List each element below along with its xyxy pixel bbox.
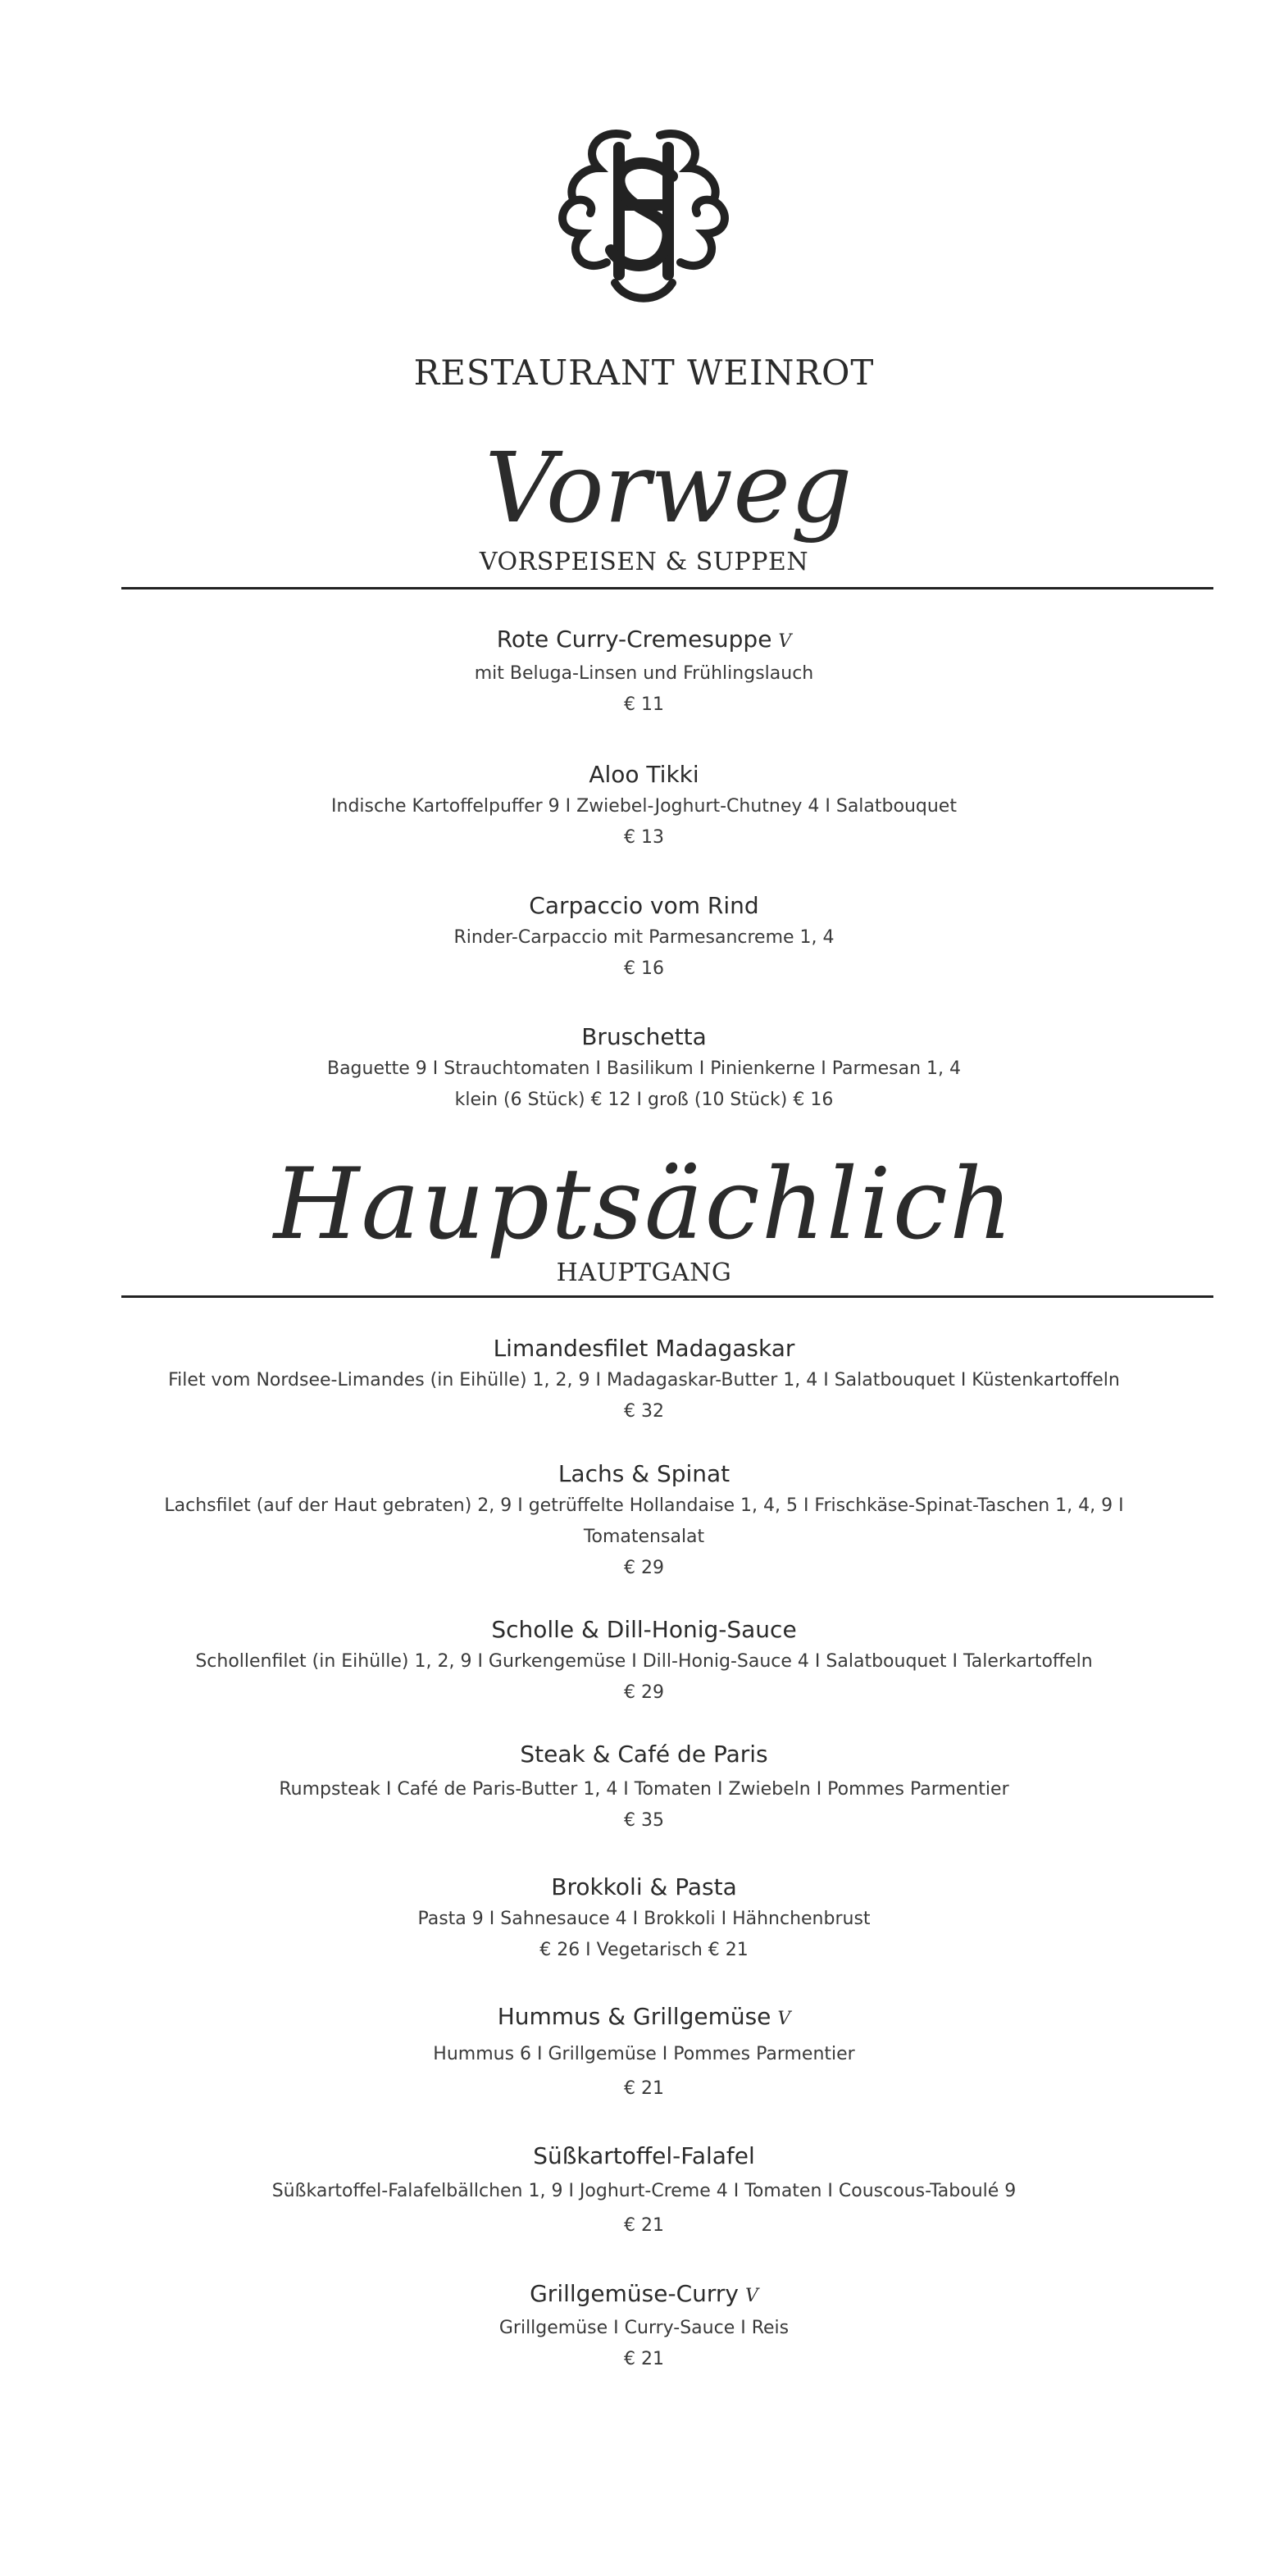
section-script-title-vorweg: Vorweg	[485, 431, 853, 544]
menu-item-price: € 26 I Vegetarisch € 21	[539, 1940, 749, 1960]
menu-item	[82, 758, 1206, 853]
menu-item-description: Rumpsteak I Café de Paris-Butter 1, 4 I Tomaten I Zwiebeln I Pommes Parmentier	[279, 1779, 1009, 1800]
menu-item-description: Schollenfilet (in Eihülle) 1, 2, 9 I Gurkengemüse I Dill-Honig-Sauce 4 I Salatbouquet I Talerkartoffeln	[195, 1651, 1093, 1672]
menu-item-description: Tomatensalat	[583, 1527, 705, 1547]
menu-item-description: Filet vom Nordsee-Limandes (in Eihülle) 1, 2, 9 I Madagaskar-Butter 1, 4 I Salatbouquet I Küstenkartoffeln	[168, 1370, 1120, 1390]
menu-item-description: Pasta 9 I Sahnesauce 4 I Brokkoli I Hähnchenbrust	[417, 1909, 871, 1929]
restaurant-name: RESTAURANT WEINROT	[413, 353, 875, 393]
menu-item-price: € 16	[624, 958, 664, 979]
menu-item	[82, 2278, 1206, 2375]
menu-item	[82, 1871, 1206, 1966]
menu-item-description: Indische Kartoffelpuffer 9 I Zwiebel-Joghurt-Chutney 4 I Salatbouquet	[331, 796, 957, 817]
restaurant-logo	[549, 119, 738, 316]
menu-item	[82, 2000, 1206, 2105]
menu-item-price: klein (6 Stück) € 12 I groß (10 Stück) € 16	[454, 1090, 834, 1110]
menu-item-price: € 11	[624, 694, 664, 715]
vegan-icon: V	[745, 2286, 758, 2306]
menu-item-name: Limandesfilet Madagaskar	[493, 1335, 795, 1362]
menu-item	[82, 2140, 1206, 2241]
menu-item-name: Brokkoli & Pasta	[551, 1873, 737, 1900]
menu-item-name: Süßkartoffel-Falafel	[533, 2142, 755, 2169]
menu-item-price: € 35	[624, 1810, 664, 1831]
menu-item-price: € 29	[624, 1682, 664, 1703]
menu-item	[82, 1613, 1206, 1709]
menu-item-name: Aloo Tikki	[589, 761, 699, 788]
menu-item-price: € 21	[624, 2215, 664, 2236]
ornate-monogram-logo-icon	[549, 119, 738, 316]
menu-item	[82, 1021, 1206, 1116]
menu-item-name: Rote Curry-Cremesuppe V	[496, 626, 792, 653]
menu-item-description: Süßkartoffel-Falafelbällchen 1, 9 I Joghurt-Creme 4 I Tomaten I Couscous-Taboulé 9	[271, 2181, 1017, 2201]
menu-item-description: Baguette 9 I Strauchtomaten I Basilikum I Pinienkerne I Parmesan 1, 4	[326, 1058, 961, 1079]
menu-item-price: € 13	[624, 827, 664, 848]
menu-item-name: Scholle & Dill-Honig-Sauce	[491, 1616, 797, 1643]
menu-item	[82, 623, 1206, 721]
menu-item-price: € 29	[624, 1558, 664, 1578]
menu-item-description: mit Beluga-Linsen und Frühlingslauch	[474, 663, 814, 684]
section-divider	[121, 587, 1213, 589]
menu-item-description: Grillgemüse I Curry-Sauce I Reis	[498, 2318, 790, 2338]
section-script-title-hauptsaechlich: Hauptsächlich	[273, 1148, 1015, 1262]
menu-item-name: Bruschetta	[581, 1023, 707, 1050]
section-subtitle-hauptgang: HAUPTGANG	[556, 1258, 732, 1287]
menu-item-name: Grillgemüse-Curry V	[530, 2280, 758, 2307]
menu-item	[82, 1458, 1206, 1584]
menu-item-price: € 21	[624, 2349, 664, 2369]
menu-item	[82, 1738, 1206, 1836]
menu-item-description: Lachsfilet (auf der Haut gebraten) 2, 9 I getrüffelte Hollandaise 1, 4, 5 I Frischkäse-Spinat-Taschen 1, 4, 9 I	[164, 1495, 1124, 1516]
menu-item-description: Rinder-Carpaccio mit Parmesancreme 1, 4	[453, 927, 835, 948]
menu-item-name: Steak & Café de Paris	[520, 1741, 768, 1768]
menu-item	[82, 1332, 1206, 1427]
menu-item-name: Hummus & Grillgemüse V	[497, 2003, 791, 2030]
vegan-icon: V	[778, 631, 792, 652]
menu-item-name: Carpaccio vom Rind	[529, 892, 759, 919]
menu-item-description: Hummus 6 I Grillgemüse I Pommes Parmentier	[433, 2044, 855, 2064]
menu-item	[82, 890, 1206, 985]
menu-item-name: Lachs & Spinat	[558, 1460, 730, 1487]
section-subtitle-vorspeisen: VORSPEISEN & SUPPEN	[479, 548, 809, 576]
vegan-icon: V	[777, 2009, 791, 2029]
section-divider	[121, 1295, 1213, 1298]
menu-item-price: € 21	[624, 2078, 664, 2099]
menu-item-price: € 32	[624, 1401, 664, 1422]
